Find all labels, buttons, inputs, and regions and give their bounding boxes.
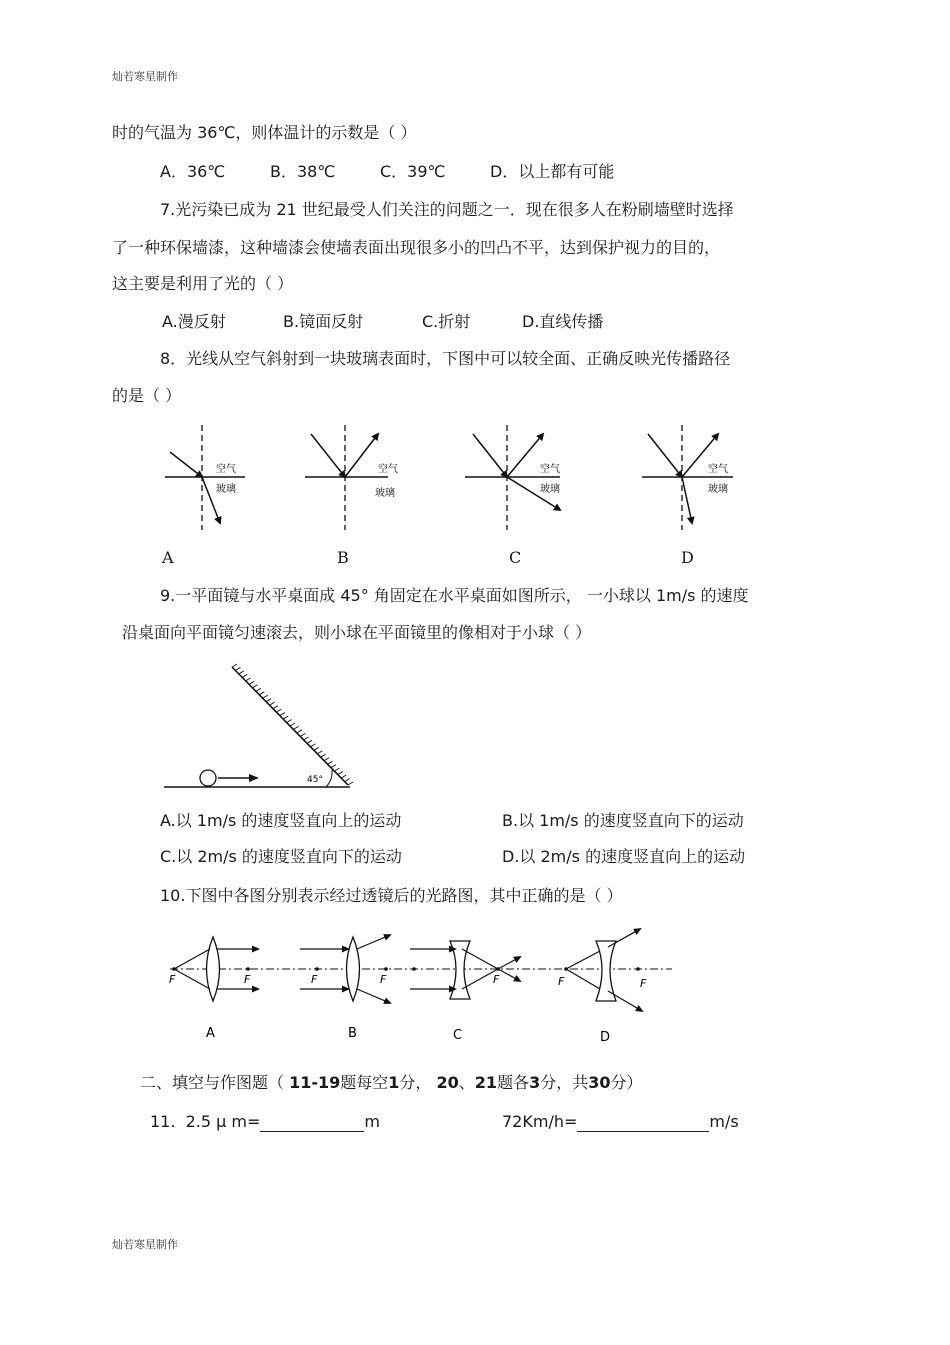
mirror-hatch-tick — [259, 692, 264, 695]
page-footer: 灿若寒星制作 — [112, 1238, 178, 1251]
q9-stem-line2: 沿桌面向平面镜匀速滚去，则小球在平面镜里的像相对于小球（ ） — [122, 623, 592, 642]
glass-label: 玻璃 — [708, 484, 728, 495]
q9-stem-line1: 9.一平面镜与水平桌面成 45° 角固定在水平桌面如图所示， 一小球以 1m/s 的速度 — [160, 586, 749, 605]
mirror-hatch-tick — [290, 723, 295, 726]
q8-diagram-d — [642, 425, 733, 530]
mirror-hatch-tick — [348, 782, 353, 785]
mirror-hatch-tick — [246, 678, 251, 681]
air-label: 空气 — [708, 464, 728, 475]
mirror-hatch-tick — [232, 664, 237, 667]
q11-line-2: 72Km/h= m/s — [502, 1112, 739, 1131]
q7-stem-line1: 7.光污染已成为 21 世纪最受人们关注的问题之一．现在很多人在粉刷墙壁时选择 — [160, 200, 734, 219]
mirror-hatch-tick — [276, 709, 281, 712]
section2-heading: 二、填空与作图题（ 11-19题每空1分， 20、21题各3分，共30分） — [140, 1073, 643, 1092]
q8-stem-line2: 的是（ ） — [112, 386, 182, 405]
q8-refraction-diagrams — [0, 420, 950, 550]
air-label: 空气 — [216, 464, 236, 475]
svg-text:F: F — [169, 973, 176, 986]
mirror-hatch-tick — [321, 754, 326, 757]
glass-label: 玻璃 — [216, 484, 236, 495]
air-label: 空气 — [378, 464, 398, 475]
q10-lens-diagrams — [160, 925, 680, 1045]
mirror-hatch-tick — [345, 779, 350, 782]
q10-diagram-b — [300, 935, 390, 1003]
angle-label: 45° — [307, 775, 323, 785]
mirror-hatch-tick — [317, 751, 322, 754]
mirror-hatch-tick — [242, 674, 247, 677]
q8-label-b: B — [337, 548, 349, 567]
mirror-hatch-tick — [338, 772, 343, 775]
mirror-hatch-tick — [310, 744, 315, 747]
q8-diagram-a — [165, 425, 245, 530]
q6-stem: 时的气温为 36℃，则体温计的示数是（ ） — [112, 123, 417, 142]
mirror-hatch-tick — [249, 681, 254, 684]
q7-option-b: B.镜面反射 — [283, 312, 364, 331]
q6-option-b: B．38℃ — [270, 162, 336, 181]
q10-stem: 10.下图中各图分别表示经过透镜后的光路图，其中正确的是（ ） — [160, 886, 623, 905]
mirror-hatch-tick — [239, 671, 244, 674]
q9-mirror-diagram — [160, 655, 400, 795]
q10-label-c: C — [453, 1028, 463, 1043]
mirror-hatch-tick — [334, 768, 339, 771]
mirror-hatch-tick — [235, 667, 240, 670]
q6-option-c: C．39℃ — [380, 162, 446, 181]
mirror-hatch-tick — [297, 730, 302, 733]
mirror-hatch-tick — [256, 688, 261, 691]
q9-option-c: C.以 2m/s 的速度竖直向下的运动 — [160, 847, 402, 866]
q7-option-a: A.漫反射 — [162, 312, 226, 331]
q10-label-a: A — [206, 1026, 215, 1041]
mirror-hatch-tick — [331, 765, 336, 768]
q6-option-d: D．以上都有可能 — [490, 162, 615, 181]
q10-label-b: B — [348, 1026, 357, 1041]
q7-option-d: D.直线传播 — [522, 312, 604, 331]
mirror-hatch-tick — [280, 713, 285, 716]
q9-option-d: D.以 2m/s 的速度竖直向上的运动 — [502, 847, 746, 866]
svg-text:F: F — [380, 973, 387, 986]
svg-text:F: F — [640, 977, 647, 990]
svg-text:F: F — [558, 975, 565, 988]
q8-label-a: A — [162, 548, 174, 567]
q7-stem-line2: 了一种环保墙漆，这种墙漆会使墙表面出现很多小的凹凸不平，达到保护视力的目的， — [112, 238, 721, 257]
q10-diagram-c — [410, 941, 520, 999]
q7-option-c: C.折射 — [422, 312, 471, 331]
mirror-hatch-tick — [293, 726, 298, 729]
mirror-hatch-tick — [266, 699, 271, 702]
mirror-hatch-tick — [287, 720, 292, 723]
mirror-hatch-tick — [300, 733, 305, 736]
q8-stem-line1: 8．光线从空气斜射到一块玻璃表面时，下图中可以较全面、正确反映光传播路径 — [160, 349, 731, 368]
glass-label: 玻璃 — [540, 484, 560, 495]
q8-diagram-c — [465, 425, 560, 530]
q6-option-a: A．36℃ — [160, 162, 226, 181]
q8-diagram-b — [305, 425, 398, 530]
svg-text:F: F — [311, 973, 318, 986]
mirror-hatch-tick — [314, 747, 319, 750]
mirror-hatch-tick — [252, 685, 257, 688]
glass-label: 玻璃 — [375, 488, 395, 499]
mirror-hatch-tick — [283, 716, 288, 719]
mirror-hatch-tick — [324, 758, 329, 761]
q11-blank-2[interactable] — [577, 1115, 709, 1132]
q9-option-b: B.以 1m/s 的速度竖直向下的运动 — [502, 811, 744, 830]
q11-line: 11. 2.5 μ m= m — [150, 1112, 381, 1131]
mirror-hatch-tick — [328, 761, 333, 764]
q11-blank-1[interactable] — [260, 1115, 364, 1132]
mirror-hatch-tick — [304, 737, 309, 740]
q8-label-c: C — [509, 548, 522, 567]
mirror-hatch-tick — [263, 695, 268, 698]
q8-label-d: D — [681, 548, 694, 567]
q10-label-d: D — [600, 1030, 611, 1045]
q7-stem-line3: 这主要是利用了光的（ ） — [112, 274, 294, 293]
mirror-hatching — [232, 664, 353, 785]
q9-option-a: A.以 1m/s 的速度竖直向上的运动 — [160, 811, 402, 830]
ball — [200, 770, 216, 786]
page-header: 灿若寒星制作 — [112, 70, 178, 83]
air-label: 空气 — [540, 464, 560, 475]
mirror-hatch-tick — [341, 775, 346, 778]
mirror-hatch-tick — [307, 740, 312, 743]
q10-diagram-d — [558, 929, 647, 1011]
mirror-hatch-tick — [270, 702, 275, 705]
mirror-hatch-tick — [273, 706, 278, 709]
svg-text:F: F — [493, 973, 500, 986]
svg-text:F: F — [244, 973, 251, 986]
